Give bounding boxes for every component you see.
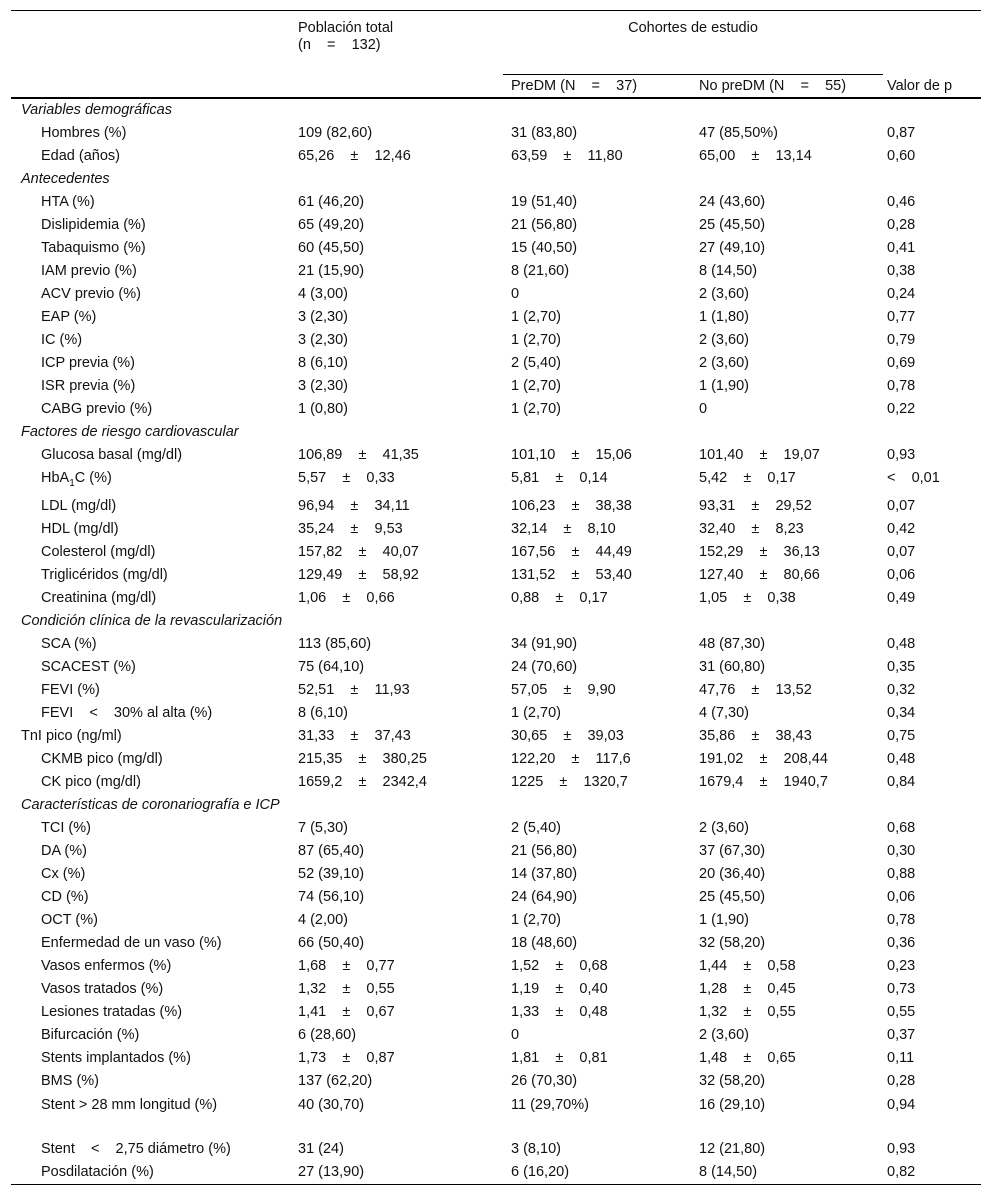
section-title: Factores de riesgo cardiovascular — [21, 424, 239, 440]
section-row — [11, 421, 981, 444]
row-label: SCACEST (%) — [41, 658, 136, 675]
cell-p-value: 0,38 — [887, 263, 916, 279]
cell-no-predm: 20 (36,40) — [699, 865, 766, 882]
table-row — [11, 398, 981, 421]
results-table — [11, 10, 981, 1185]
row-label: Edad (años) — [41, 148, 120, 164]
cell-p-value: 0,34 — [887, 704, 916, 721]
cell-poblacion: 106,89 ± 41,35 — [298, 447, 419, 463]
cell-p-value: 0,78 — [887, 911, 916, 928]
row-label: Dislipidemia (%) — [41, 217, 146, 233]
cell-predm: 32,14 ± 8,10 — [511, 520, 616, 537]
cell-poblacion: 52 (39,10) — [298, 865, 365, 882]
row-label: LDL (mg/dl) — [41, 497, 117, 514]
table-row — [11, 467, 981, 495]
table-row — [11, 932, 981, 955]
section-row — [11, 168, 981, 191]
cell-poblacion: 3 (2,30) — [298, 378, 348, 394]
cell-predm: 1 (2,70) — [511, 332, 561, 348]
row-label: SCA (%) — [41, 635, 97, 652]
cell-poblacion: 21 (15,90) — [298, 263, 365, 279]
cell-no-predm: 32 (58,20) — [699, 934, 766, 951]
header-cohortes: Cohortes de estudio — [628, 20, 758, 36]
cell-predm: 1,19 ± 0,40 — [511, 980, 608, 997]
cell-p-value: 0,46 — [887, 194, 916, 210]
cell-predm: 1 (2,70) — [511, 401, 561, 417]
cell-p-value: 0,22 — [887, 401, 916, 417]
cell-p-value: 0,48 — [887, 750, 916, 767]
cell-predm: 1,81 ± 0,81 — [511, 1049, 608, 1066]
cell-poblacion: 1,06 ± 0,66 — [298, 589, 395, 606]
cell-predm: 2 (5,40) — [511, 355, 561, 371]
row-label: HTA (%) — [41, 194, 95, 210]
table-row — [11, 306, 981, 329]
cell-poblacion: 8 (6,10) — [298, 704, 348, 721]
cell-poblacion: 60 (45,50) — [298, 240, 365, 256]
cell-predm: 24 (70,60) — [511, 658, 578, 675]
table-row — [11, 518, 981, 541]
cell-poblacion: 35,24 ± 9,53 — [298, 520, 403, 537]
cell-predm: 2 (5,40) — [511, 819, 561, 836]
cell-predm: 1 (2,70) — [511, 378, 561, 394]
table-row — [11, 656, 981, 679]
cell-poblacion: 1,68 ± 0,77 — [298, 957, 395, 974]
row-label: Bifurcación (%) — [41, 1026, 140, 1043]
cell-poblacion: 40 (30,70) — [298, 1096, 365, 1113]
table-row — [11, 1093, 981, 1138]
cell-predm: 24 (64,90) — [511, 888, 578, 905]
cell-no-predm: 31 (60,80) — [699, 658, 766, 675]
row-label-text: Stent > 28 mm longitud (%) — [41, 1096, 218, 1113]
cell-poblacion: 129,49 ± 58,92 — [298, 566, 419, 583]
cell-no-predm: 27 (49,10) — [699, 240, 766, 256]
cell-predm: 34 (91,90) — [511, 635, 578, 652]
cell-poblacion: 3 (2,30) — [298, 332, 348, 348]
row-label: Lesiones tratadas (%) — [41, 1003, 183, 1020]
cell-no-predm: 8 (14,50) — [699, 263, 758, 279]
cell-predm: 0 — [511, 1026, 520, 1043]
row-label: HbA$_1$C (%) — [41, 470, 112, 489]
section-title: Antecedentes — [21, 171, 110, 187]
header-predm: PreDM (N = 37) — [503, 75, 691, 99]
table-row — [11, 260, 981, 283]
cell-poblacion: 1,73 ± 0,87 — [298, 1049, 395, 1066]
table-row — [11, 237, 981, 260]
cell-poblacion: 65 (49,20) — [298, 217, 365, 233]
table-row — [11, 329, 981, 352]
row-label: BMS (%) — [41, 1072, 99, 1089]
cell-no-predm: 8 (14,50) — [691, 1161, 883, 1185]
table-row — [11, 863, 981, 886]
cell-p-value: 0,73 — [887, 980, 916, 997]
cell-p-value: 0,07 — [887, 497, 916, 514]
row-label: Stents implantados (%) — [41, 1049, 191, 1066]
cell-no-predm: 25 (45,50) — [699, 888, 766, 905]
header-poblacion-total — [287, 11, 503, 99]
cell-predm: 1 (2,70) — [511, 911, 561, 928]
cell-predm: 57,05 ± 9,90 — [511, 681, 616, 698]
header-blank — [11, 11, 287, 75]
table-row — [11, 375, 981, 398]
cell-p-value: 0,28 — [887, 217, 916, 233]
row-label: Triglicéridos (mg/dl) — [41, 566, 168, 583]
row-label: Stent < 2,75 diámetro (%) — [41, 1140, 231, 1157]
cell-no-predm: 2 (3,60) — [699, 819, 749, 836]
row-label: Enfermedad de un vaso (%) — [41, 934, 222, 951]
table-row — [11, 725, 981, 748]
table-row — [11, 909, 981, 932]
row-label: Vasos enfermos (%) — [41, 957, 172, 974]
cell-predm: 1 (2,70) — [511, 309, 561, 325]
cell-poblacion: 6 (28,60) — [298, 1026, 357, 1043]
cell-no-predm: 101,40 ± 19,07 — [699, 447, 820, 463]
cell-predm: 101,10 ± 15,06 — [511, 447, 632, 463]
cell-no-predm: 1 (1,90) — [699, 911, 749, 928]
table-row — [11, 283, 981, 306]
header-poblacion-label: Población total — [298, 20, 394, 36]
cell-no-predm: 1,05 ± 0,38 — [699, 589, 796, 606]
cell-poblacion: 7 (5,30) — [298, 819, 348, 836]
row-label: Tabaquismo (%) — [41, 240, 146, 256]
table-row — [11, 840, 981, 863]
cell-p-value: 0,11 — [887, 1049, 915, 1066]
cell-p-value: 0,93 — [887, 447, 916, 463]
table-row — [11, 587, 981, 610]
table-row — [11, 214, 981, 237]
cell-predm: 11 (29,70%) — [511, 1096, 589, 1113]
table-row — [11, 145, 981, 168]
cell-no-predm: 93,31 ± 29,52 — [699, 497, 812, 514]
cell-poblacion: 157,82 ± 40,07 — [298, 543, 419, 560]
cell-predm: 21 (56,80) — [511, 217, 578, 233]
table-row — [11, 1047, 981, 1070]
cell-p-value: 0,48 — [887, 635, 916, 652]
row-label: CKMB pico (mg/dl) — [41, 750, 163, 767]
cell-no-predm: 35,86 ± 38,43 — [699, 727, 812, 744]
cell-no-predm: 1,32 ± 0,55 — [699, 1003, 796, 1020]
cell-p-value: 0,37 — [887, 1026, 916, 1043]
row-label: HDL (mg/dl) — [41, 520, 119, 537]
row-label — [11, 1093, 287, 1138]
table-row — [11, 702, 981, 725]
cell-poblacion: 215,35 ± 380,25 — [298, 750, 427, 767]
cell-p-value: < 0,01 — [887, 470, 940, 486]
header-blank-2 — [11, 75, 287, 99]
row-label: Hombres (%) — [41, 125, 127, 141]
cell-poblacion: 27 (13,90) — [287, 1161, 503, 1185]
cell-poblacion: 5,57 ± 0,33 — [298, 470, 395, 486]
cell-predm: 1,33 ± 0,48 — [511, 1003, 608, 1020]
row-label: TnI pico (ng/ml) — [21, 727, 122, 744]
cell-predm: 122,20 ± 117,6 — [511, 750, 631, 767]
cell-poblacion: 3 (2,30) — [298, 309, 348, 325]
section-row — [11, 98, 981, 122]
cell-poblacion: 65,26 ± 12,46 — [298, 148, 411, 164]
cell-no-predm: 2 (3,60) — [699, 355, 749, 371]
table-row — [11, 978, 981, 1001]
cell-predm: 1 (2,70) — [511, 704, 561, 721]
cell-p-value: 0,30 — [887, 842, 916, 859]
cell-no-predm: 47 (85,50%) — [699, 125, 778, 141]
cell-poblacion: 137 (62,20) — [298, 1072, 373, 1089]
header-poblacion-n: (n = 132) — [298, 37, 381, 53]
cell-no-predm: 191,02 ± 208,44 — [699, 750, 828, 767]
section-row — [11, 794, 981, 817]
table-row — [11, 679, 981, 702]
cell-poblacion: 8 (6,10) — [298, 355, 348, 371]
table-row — [11, 191, 981, 214]
cell-no-predm: 12 (21,80) — [699, 1140, 766, 1157]
section-title: Condición clínica de la revascularización — [21, 612, 283, 629]
cell-predm: 6 (16,20) — [503, 1161, 691, 1185]
row-label: EAP (%) — [41, 309, 97, 325]
row-label: TCI (%) — [41, 819, 91, 836]
cell-poblacion: 1659,2 ± 2342,4 — [298, 773, 427, 790]
table-row — [11, 633, 981, 656]
cell-no-predm: 47,76 ± 13,52 — [699, 681, 812, 698]
table-row — [11, 541, 981, 564]
header-valor-p: Valor de p — [883, 75, 981, 99]
row-label: CD (%) — [41, 888, 89, 905]
table-row — [11, 564, 981, 587]
cell-no-predm: 1,28 ± 0,45 — [699, 980, 796, 997]
cell-p-value: 0,49 — [887, 589, 916, 606]
cell-poblacion: 113 (85,60) — [298, 635, 372, 652]
cell-no-predm: 0 — [699, 401, 708, 417]
cell-poblacion: 31 (24) — [298, 1140, 344, 1157]
cell-p-value: 0,78 — [887, 378, 916, 394]
row-label: FEVI (%) — [41, 681, 100, 698]
row-label: IAM previo (%) — [41, 263, 137, 279]
cell-poblacion: 96,94 ± 34,11 — [298, 497, 410, 514]
cell-poblacion: 52,51 ± 11,93 — [298, 681, 410, 698]
cell-no-predm: 5,42 ± 0,17 — [699, 470, 796, 486]
cell-p-value: 0,32 — [887, 681, 916, 698]
cell-poblacion: 1,41 ± 0,67 — [298, 1003, 395, 1020]
cell-predm: 30,65 ± 39,03 — [511, 727, 624, 744]
cell-predm: 18 (48,60) — [511, 934, 578, 951]
cell-predm: 3 (8,10) — [511, 1140, 561, 1157]
row-label: OCT (%) — [41, 911, 98, 928]
row-label: ACV previo (%) — [41, 286, 141, 302]
table-row — [11, 1001, 981, 1024]
cell-predm: 0 — [511, 286, 520, 302]
table-row — [11, 748, 981, 771]
cell-predm: 15 (40,50) — [511, 240, 578, 256]
cell-predm: 5,81 ± 0,14 — [511, 470, 608, 486]
cell-no-predm: 2 (3,60) — [699, 1026, 749, 1043]
section-title: Características de coronariografía e ICP — [21, 796, 280, 813]
cell-p-value: 0,06 — [887, 566, 916, 583]
header-no-predm: No preDM (N = 55) — [691, 75, 883, 99]
cell-no-predm: 4 (7,30) — [699, 704, 749, 721]
row-label: Posdilatación (%) — [11, 1161, 287, 1185]
cell-no-predm: 65,00 ± 13,14 — [699, 148, 812, 164]
table-row — [11, 1161, 981, 1185]
table-body — [11, 98, 981, 1184]
cell-p-value: 0,84 — [887, 773, 916, 790]
cell-no-predm: 127,40 ± 80,66 — [699, 566, 820, 583]
cell-p-value: 0,41 — [887, 240, 916, 256]
cell-predm: 8 (21,60) — [511, 263, 570, 279]
cell-poblacion: 61 (46,20) — [298, 194, 365, 210]
table-row — [11, 444, 981, 467]
cell-no-predm: 1,44 ± 0,58 — [699, 957, 796, 974]
row-label: CABG previo (%) — [41, 401, 153, 417]
cell-poblacion: 1,32 ± 0,55 — [298, 980, 395, 997]
cell-no-predm: 48 (87,30) — [699, 635, 766, 652]
table-row — [11, 122, 981, 145]
cell-poblacion: 4 (2,00) — [298, 911, 348, 928]
table-row — [11, 1070, 981, 1093]
cell-predm: 21 (56,80) — [511, 842, 578, 859]
cell-no-predm: 1679,4 ± 1940,7 — [699, 773, 828, 790]
cell-predm: 26 (70,30) — [511, 1072, 578, 1089]
row-label: Creatinina (mg/dl) — [41, 589, 157, 606]
cell-p-value: 0,79 — [887, 332, 916, 348]
row-label: FEVI < 30% al alta (%) — [41, 704, 213, 721]
cell-predm: 19 (51,40) — [511, 194, 578, 210]
row-label: DA (%) — [41, 842, 87, 859]
cell-p-value: 0,24 — [887, 286, 916, 302]
cell-poblacion: 1 (0,80) — [298, 401, 348, 417]
cell-predm: 0,88 ± 0,17 — [511, 589, 608, 606]
cell-poblacion: 74 (56,10) — [298, 888, 365, 905]
table-row — [11, 1024, 981, 1047]
cell-no-predm: 1 (1,90) — [699, 378, 749, 394]
cell-p-value: 0,75 — [887, 727, 916, 744]
section-row — [11, 610, 981, 633]
cell-predm: 106,23 ± 38,38 — [511, 497, 632, 514]
table-row — [11, 495, 981, 518]
cell-p-value: 0,88 — [887, 865, 916, 882]
cell-p-value: 0,77 — [887, 309, 916, 325]
cell-no-predm: 32 (58,20) — [699, 1072, 766, 1089]
section-title: Variables demográficas — [21, 102, 172, 118]
cell-predm: 167,56 ± 44,49 — [511, 543, 632, 560]
cell-no-predm: 1,48 ± 0,65 — [699, 1049, 796, 1066]
cell-p-value: 0,55 — [887, 1003, 916, 1020]
cell-p-value: 0,68 — [887, 819, 916, 836]
cell-no-predm: 25 (45,50) — [699, 217, 766, 233]
header-row-1 — [11, 11, 981, 75]
cell-no-predm: 2 (3,60) — [699, 286, 749, 302]
row-label: Vasos tratados (%) — [41, 980, 164, 997]
cell-p-value: 0,07 — [887, 543, 916, 560]
header-blank-p — [883, 11, 981, 75]
cell-p-value: 0,36 — [887, 934, 916, 951]
cell-no-predm: 32,40 ± 8,23 — [699, 520, 804, 537]
cell-p-value: 0,94 — [887, 1096, 916, 1113]
cell-poblacion: 87 (65,40) — [298, 842, 365, 859]
cell-p-value: 0,23 — [887, 957, 916, 974]
cell-p-value: 0,60 — [887, 148, 916, 164]
cell-poblacion: 75 (64,10) — [298, 658, 365, 675]
cell-predm: 31 (83,80) — [511, 125, 578, 141]
cell-predm: 14 (37,80) — [511, 865, 578, 882]
cell-predm: 1225 ± 1320,7 — [511, 773, 628, 790]
cell-poblacion: 4 (3,00) — [298, 286, 348, 302]
cell-poblacion: 31,33 ± 37,43 — [298, 727, 411, 744]
cell-p-value: 0,87 — [887, 125, 916, 141]
row-label: ICP previa (%) — [41, 355, 136, 371]
row-label: ISR previa (%) — [41, 378, 136, 394]
table-row — [11, 955, 981, 978]
cell-poblacion: 66 (50,40) — [298, 934, 365, 951]
row-label: CK pico (mg/dl) — [41, 773, 141, 790]
cell-p-value: 0,69 — [887, 355, 916, 371]
table-row — [11, 886, 981, 909]
cell-p-value: 0,06 — [887, 888, 916, 905]
cell-p-value: 0,35 — [887, 658, 916, 675]
cell-p-value: 0,28 — [887, 1072, 916, 1089]
cell-predm: 63,59 ± 11,80 — [511, 148, 623, 164]
table-row — [11, 771, 981, 794]
cell-no-predm: 1 (1,80) — [699, 309, 749, 325]
cell-poblacion: 109 (82,60) — [298, 125, 373, 141]
row-label: Cx (%) — [41, 865, 86, 882]
cell-no-predm: 152,29 ± 36,13 — [699, 543, 820, 560]
cell-predm: 131,52 ± 53,40 — [511, 566, 632, 583]
table-row — [11, 817, 981, 840]
cell-p-value: 0,42 — [887, 520, 916, 537]
table-row — [11, 1138, 981, 1161]
row-label: IC (%) — [41, 332, 83, 348]
cell-p-value: 0,82 — [883, 1161, 981, 1185]
cell-no-predm: 24 (43,60) — [699, 194, 766, 210]
table-row — [11, 352, 981, 375]
row-label: Glucosa basal (mg/dl) — [41, 447, 183, 463]
cell-p-value: 0,93 — [887, 1140, 916, 1157]
cell-no-predm: 2 (3,60) — [699, 332, 749, 348]
cell-no-predm: 37 (67,30) — [699, 842, 766, 859]
cell-predm: 1,52 ± 0,68 — [511, 957, 608, 974]
row-label: Colesterol (mg/dl) — [41, 543, 156, 560]
cell-no-predm: 16 (29,10) — [699, 1096, 766, 1113]
